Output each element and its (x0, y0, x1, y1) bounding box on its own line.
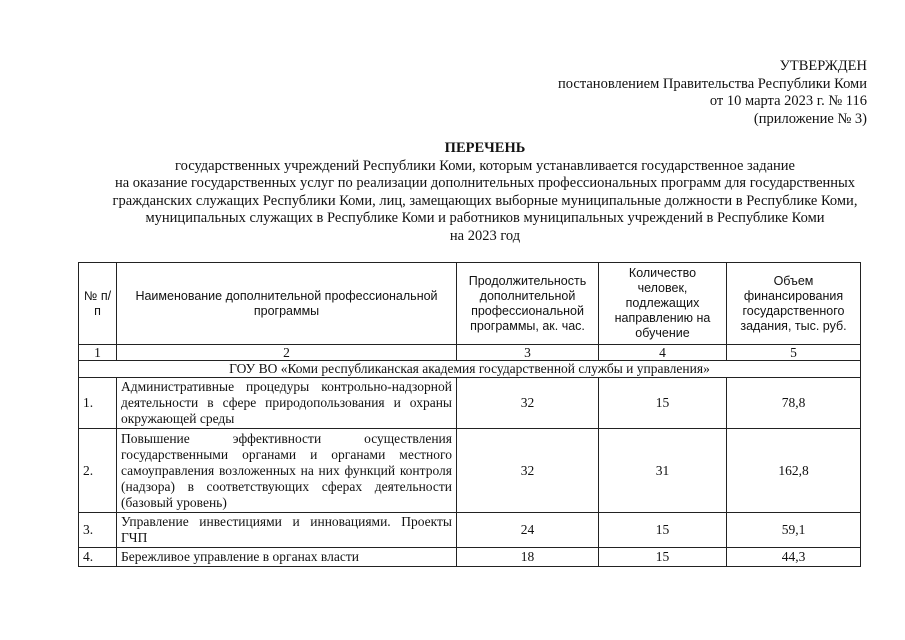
header-funding: Объем финансирования государственного задания, тыс. руб. (727, 263, 861, 345)
approval-stamp (558, 58, 867, 128)
column-number: 3 (457, 345, 599, 361)
row-number: 1. (79, 378, 117, 429)
heading-line: на оказание государственных услуг по реализации дополнительных профессиональных программ для государственных (114, 175, 856, 191)
row-number: 3. (79, 513, 117, 548)
table-row (79, 548, 861, 567)
approval-date: от 10 марта 2023 г. № 116 (709, 93, 867, 109)
heading-line: государственных учреждений Республики Коми, которым устанавливается государственное задание (175, 157, 795, 174)
program-name: Повышение эффективности осуществления государственными органами и органами местного самоуправления возложенных на них функций контроля (надзора) в соответствующих сферах деятельности (базовый уровень) (117, 429, 457, 513)
program-people: 15 (599, 378, 727, 429)
table-row (79, 378, 861, 429)
column-number: 5 (727, 345, 861, 361)
table-header-row (79, 263, 861, 345)
document-title: ПЕРЕЧЕНЬ (444, 140, 526, 156)
column-number: 1 (79, 345, 117, 361)
programs-table (78, 262, 861, 567)
row-number: 2. (79, 429, 117, 513)
program-hours: 32 (457, 378, 599, 429)
heading-line: гражданских служащих Республики Коми, лиц, замещающих выборные муниципальные должности в Республике Коми, (112, 192, 858, 209)
approval-appendix: (приложение № 3) (753, 110, 867, 127)
header-people-count: Количество человек, подлежащих направлению на обучение (599, 263, 727, 345)
program-hours: 18 (457, 548, 599, 567)
approval-approved: УТВЕРЖДЕН (779, 58, 867, 74)
header-program-name: Наименование дополнительной профессиональной программы (117, 263, 457, 345)
program-funding: 162,8 (727, 429, 861, 513)
program-hours: 24 (457, 513, 599, 548)
column-numbers-row (79, 345, 861, 361)
table-row (79, 429, 861, 513)
heading-line: муниципальных служащих в Республике Коми и работников муниципальных учреждений в Республике Коми (145, 210, 825, 226)
header-duration: Продолжительность дополнительной профессиональной программы, ак. час. (457, 263, 599, 345)
program-hours: 32 (457, 429, 599, 513)
column-number: 4 (599, 345, 727, 361)
program-funding: 44,3 (727, 548, 861, 567)
column-number: 2 (117, 345, 457, 361)
document-heading (60, 140, 905, 245)
program-people: 15 (599, 548, 727, 567)
organization-row (79, 361, 861, 378)
organization-name: ГОУ ВО «Коми республиканская академия государственной службы и управления» (79, 361, 861, 378)
program-name: Управление инвестициями и инновациями. Проекты ГЧП (117, 513, 457, 548)
row-number: 4. (79, 548, 117, 567)
program-people: 31 (599, 429, 727, 513)
program-people: 15 (599, 513, 727, 548)
heading-line: на 2023 год (449, 227, 521, 244)
program-name: Административные процедуры контрольно-надзорной деятельности в сфере природопользования и охраны окружающей среды (117, 378, 457, 429)
program-funding: 78,8 (727, 378, 861, 429)
header-number: № п/п (79, 263, 117, 345)
program-name: Бережливое управление в органах власти (117, 548, 457, 567)
approval-decree: постановлением Правительства Республики Коми (558, 75, 867, 92)
program-funding: 59,1 (727, 513, 861, 548)
table-row (79, 513, 861, 548)
